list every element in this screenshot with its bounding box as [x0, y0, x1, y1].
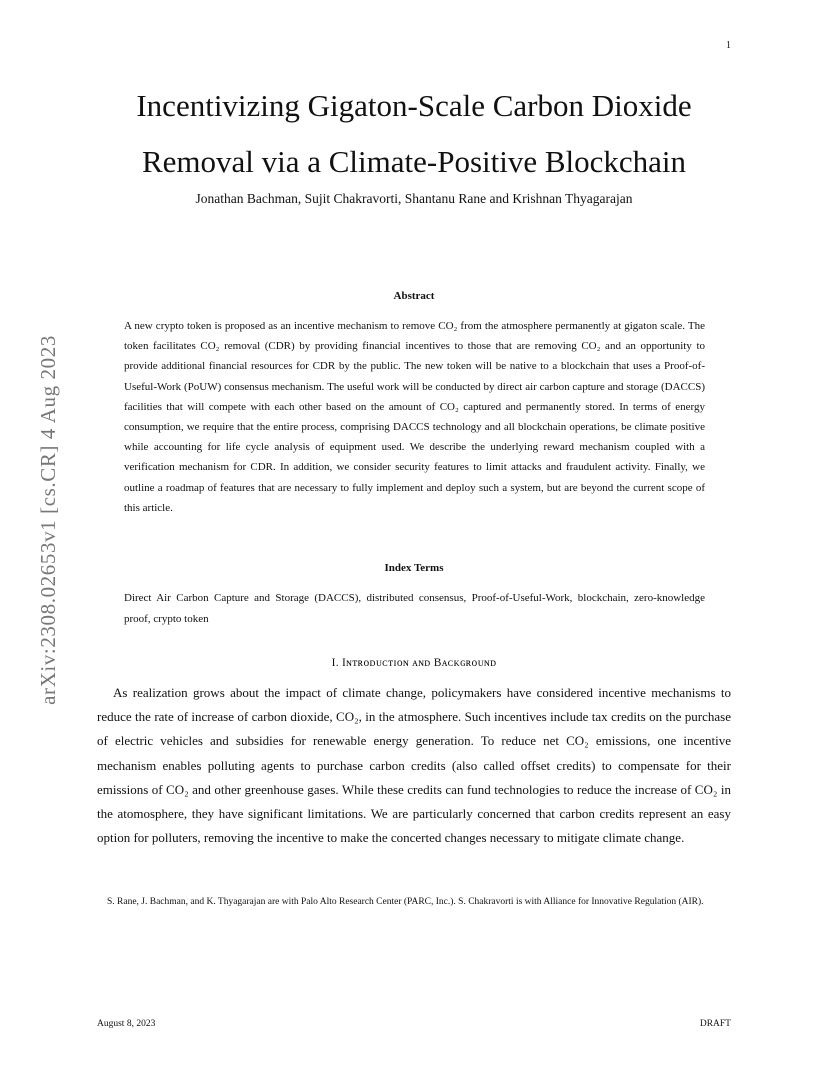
paper-title: [0, 78, 828, 190]
section-title-introduction: I. Iɴᴛʀᴏᴅᴜᴄᴛɪᴏɴ ᴀɴᴅ Bᴀᴄᴋɢʀᴏᴜɴᴅ: [331, 657, 497, 669]
title-line-2: Removal via a Climate-Positive Blockchain: [141, 144, 687, 179]
title-line-1: Incentivizing Gigaton-Scale Carbon Dioxide: [136, 88, 692, 123]
footer-date: August 8, 2023: [97, 1019, 156, 1029]
affiliation-footnote: S. Rane, J. Bachman, and K. Thyagarajan are with Palo Alto Research Center (PARC, Inc.). S. Chakravorti is with Alliance for Innovative Regulation (AIR).: [107, 897, 704, 907]
abstract-text: A new crypto token is proposed as an incentive mechanism to remove CO₂ from the atmosphere permanently at gigaton scale. The token facilitates CO₂ removal (CDR) by providing financial incentives to those that are removing CO₂ and an opportunity to provide additional financial resources for CDR by the public. The new token will be native to a blockchain that uses a Proof-of-Useful-Work (PoUW) consensus mechanism. The useful work will be conducted by direct air carbon capture and storage (DACCS) facilities that will compete with each other based on the amount of CO₂ captured and permanently stored. In terms of energy consumption, we require that the entire process, comprising DACCS technology and all blockchain operations, be climate positive while accounting for life cycle analysis of equipment used. We describe the underlying reward mechanism coupled with a verification mechanism for CDR. In addition, we consider security features to limit attacks and fraudulent activity. Finally, we outline a roadmap of features that are necessary to fully implement and deploy such a system, but are beyond the current scope of this article.: [124, 320, 705, 514]
page-number: 1: [726, 40, 731, 51]
author-list: Jonathan Bachman, Sujit Chakravorti, Shantanu Rane and Krishnan Thyagarajan: [195, 191, 633, 206]
index-terms-text: Direct Air Carbon Capture and Storage (DACCS), distributed consensus, Proof-of-Useful-Work, blockchain, zero-knowledge proof, crypto token: [124, 592, 705, 625]
footer-draft-label: DRAFT: [699, 1019, 731, 1029]
abstract-heading: Abstract: [393, 290, 435, 302]
arxiv-identifier: arXiv:2308.02653v1 [cs.CR] 4 Aug 2023: [36, 335, 60, 705]
introduction-paragraph: As realization grows about the impact of climate change, policymakers have considered incentive mechanisms to reduce the rate of increase of carbon dioxide, CO₂, in the atmosphere. Such incentives include tax credits on the purchase of electric vehicles and subsidies for renewable energy generation. To reduce net CO₂ emissions, one incentive mechanism enables polluting agents to purchase carbon credits (also called offset credits) to compensate for their emissions of CO₂ and other greenhouse gases. While these credits can fund technologies to reduce the increase of CO₂ in the atomosphere, they have significant limitations. We are particularly concerned that carbon credits represent an easy option for polluters, removing the incentive to make the concerted changes necessary to mitigate climate change.: [97, 685, 731, 846]
index-terms-heading: Index Terms: [384, 562, 444, 574]
